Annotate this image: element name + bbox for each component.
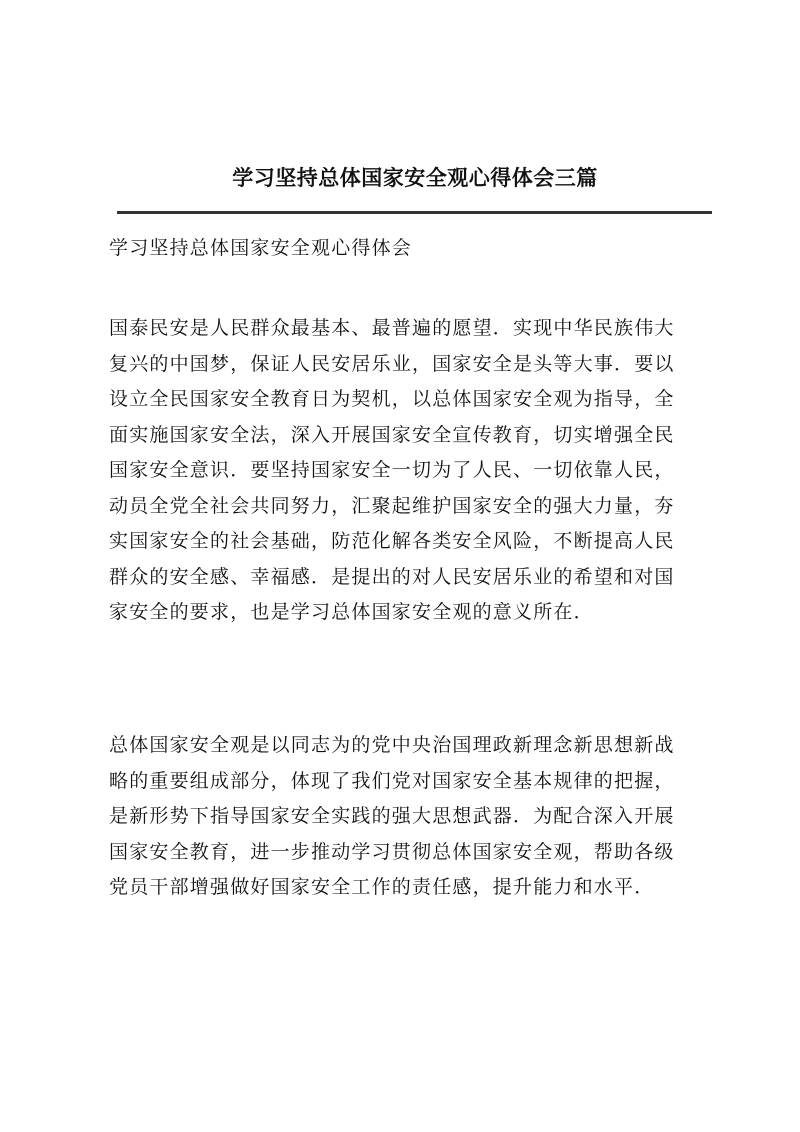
paragraph-2 [109,728,709,906]
title-divider [117,211,712,214]
paragraph-line: 家安全的要求，也是学习总体国家安全观的意义所在． [109,601,594,623]
section-subtitle: 学习坚持总体国家安全观心得体会 [109,237,413,259]
paragraph-line: 国泰民安是人民群众最基本、最普遍的愿望．实现中华民族伟大 [109,317,675,339]
paragraph-line: 面实施国家安全法，深入开展国家安全宣传教育，切实增强全民 [109,423,675,446]
document-title: 学习坚持总体国家安全观心得体会三篇 [232,165,598,190]
paragraph-line: 实国家安全的社会基础，防范化解各类安全风险，不断提高人民 [109,530,675,552]
paragraph-line: 国家安全意识．要坚持国家安全一切为了人民、一切依靠人民， [109,459,675,481]
paragraph-line: 是新形势下指导国家安全实践的强大思想武器．为配合深入开展 [109,805,675,827]
paragraph-line: 略的重要组成部分，体现了我们党对国家安全基本规律的把握， [109,769,675,792]
paragraph-line: 动员全党全社会共同努力，汇聚起维护国家安全的强大力量，夯 [109,494,675,517]
paragraph-line: 设立全民国家安全教育日为契机，以总体国家安全观为指导，全 [109,388,675,410]
paragraph-line: 国家安全教育，进一步推动学习贯彻总体国家安全观，帮助各级 [109,840,675,863]
paragraph-line: 总体国家安全观是以同志为的党中央治国理政新理念新思想新战 [109,734,675,756]
paragraph-1 [109,311,709,631]
paragraph-line: 党员干部增强做好国家安全工作的责任感，提升能力和水平． [109,876,655,898]
paragraph-line: 复兴的中国梦，保证人民安居乐业，国家安全是头等大事．要以 [109,352,675,375]
paragraph-line: 群众的安全感、幸福感．是提出的对人民安居乐业的希望和对国 [109,565,675,588]
